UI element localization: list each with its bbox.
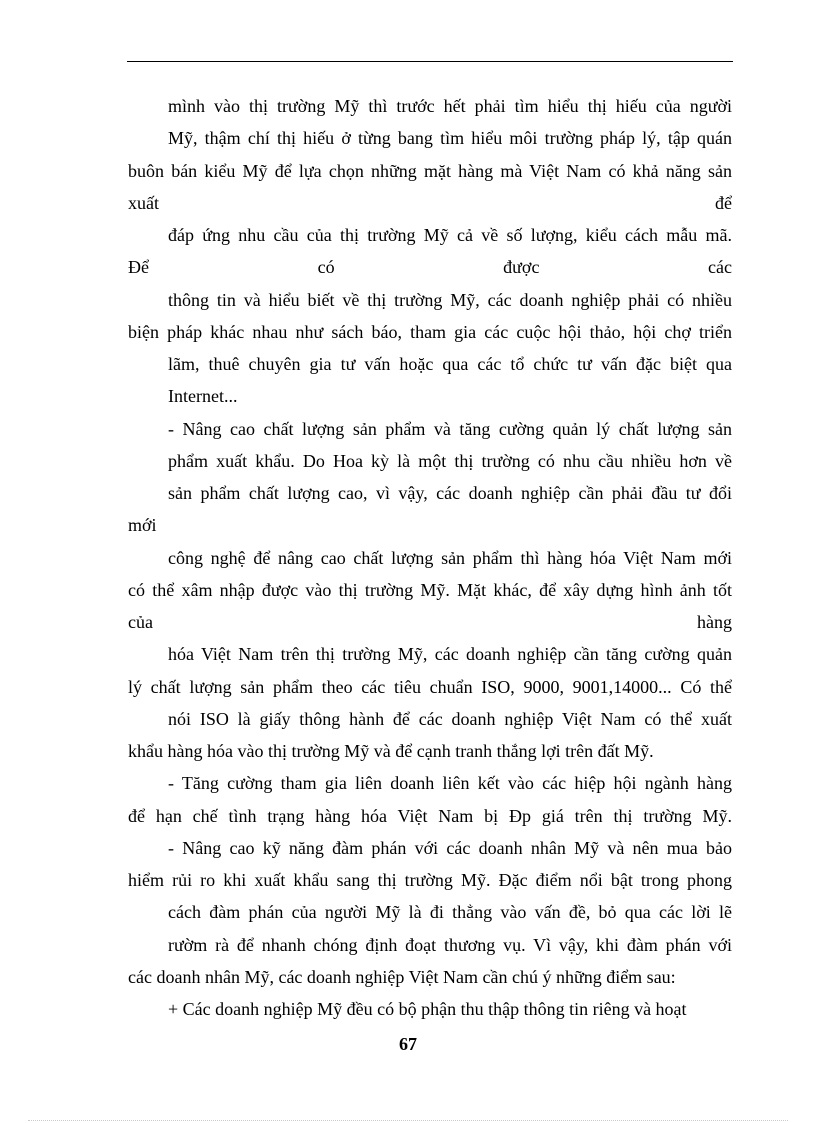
document-body	[128, 90, 732, 1025]
text-line: mình vào thị trường Mỹ thì trước hết phải tìm hiểu thị hiếu của người	[168, 96, 732, 116]
text-line: buôn bán kiểu Mỹ để lựa chọn những mặt hàng mà Việt Nam có khả năng sản	[128, 160, 732, 181]
text-line: Mỹ, thậm chí thị hiếu ở từng bang tìm hiểu môi trường pháp lý, tập quán	[168, 128, 732, 149]
header-rule	[127, 61, 733, 62]
page-bottom-border	[28, 1120, 788, 1121]
text-line: nói ISO là giấy thông hành để các doanh nghiệp Việt Nam có thể xuất	[168, 708, 732, 729]
text-line: sản phẩm chất lượng cao, vì vậy, các doanh nghiệp cần phải đầu tư đổi	[168, 483, 732, 503]
text-line: hóa Việt Nam trên thị trường Mỹ, các doanh nghiệp cần tăng cường quản	[168, 644, 732, 665]
text-line: - Tăng cường tham gia liên doanh liên kết vào các hiệp hội ngành hàng	[168, 773, 732, 794]
text-line: của hàng	[128, 612, 732, 632]
text-line: Để có được các	[128, 257, 732, 278]
text-line: mới	[128, 515, 157, 536]
page-number: 67	[399, 1034, 417, 1054]
text-line: - Nâng cao kỹ năng đàm phán với các doanh nhân Mỹ và nên mua bảo	[168, 837, 732, 858]
text-line: xuất để	[128, 192, 732, 213]
text-line: thông tin và hiểu biết về thị trường Mỹ, các doanh nghiệp phải có nhiều	[168, 289, 732, 310]
text-line: lãm, thuê chuyên gia tư vấn hoặc qua các tổ chức tư vấn đặc biệt qua	[168, 354, 732, 374]
text-line: đáp ứng nhu cầu của thị trường Mỹ cả về số lượng, kiểu cách mẫu mã.	[168, 225, 732, 245]
text-line: các doanh nhân Mỹ, các doanh nghiệp Việt Nam cần chú ý những điểm sau:	[128, 966, 676, 987]
text-line: + Các doanh nghiệp Mỹ đều có bộ phận thu thập thông tin riêng và hoạt	[168, 999, 687, 1019]
text-line: khẩu hàng hóa vào thị trường Mỹ và để cạnh tranh thắng lợi trên đất Mỹ.	[128, 741, 654, 761]
text-line: Internet...	[168, 386, 238, 407]
text-line: cách đàm phán của người Mỹ là đi thẳng vào vấn đề, bỏ qua các lời lẽ	[168, 902, 732, 923]
text-line: có thể xâm nhập được vào thị trường Mỹ. Mặt khác, để xây dựng hình ảnh tốt	[128, 579, 732, 600]
text-line: - Nâng cao chất lượng sản phẩm và tăng cường quản lý chất lượng sản	[168, 418, 732, 439]
text-line: công nghệ để nâng cao chất lượng sản phẩm thì hàng hóa Việt Nam mới	[168, 547, 732, 568]
text-line: để hạn chế tình trạng hàng hóa Việt Nam bị Đp giá trên thị trường Mỹ.	[128, 805, 732, 826]
text-line: lý chất lượng sản phẩm theo các tiêu chuẩn ISO, 9000, 9001,14000... Có thể	[128, 676, 732, 697]
text-line: phẩm xuất khẩu. Do Hoa kỳ là một thị trường có nhu cầu nhiều hơn về	[168, 450, 732, 471]
text-line: rườm rà để nhanh chóng định đoạt thương vụ. Vì vậy, khi đàm phán với	[168, 934, 732, 955]
text-line: biện pháp khác nhau như sách báo, tham gia các cuộc hội thảo, hội chợ triển	[128, 321, 732, 342]
text-line: hiểm rủi ro khi xuất khẩu sang thị trường Mỹ. Đặc điểm nổi bật trong phong	[128, 870, 732, 890]
